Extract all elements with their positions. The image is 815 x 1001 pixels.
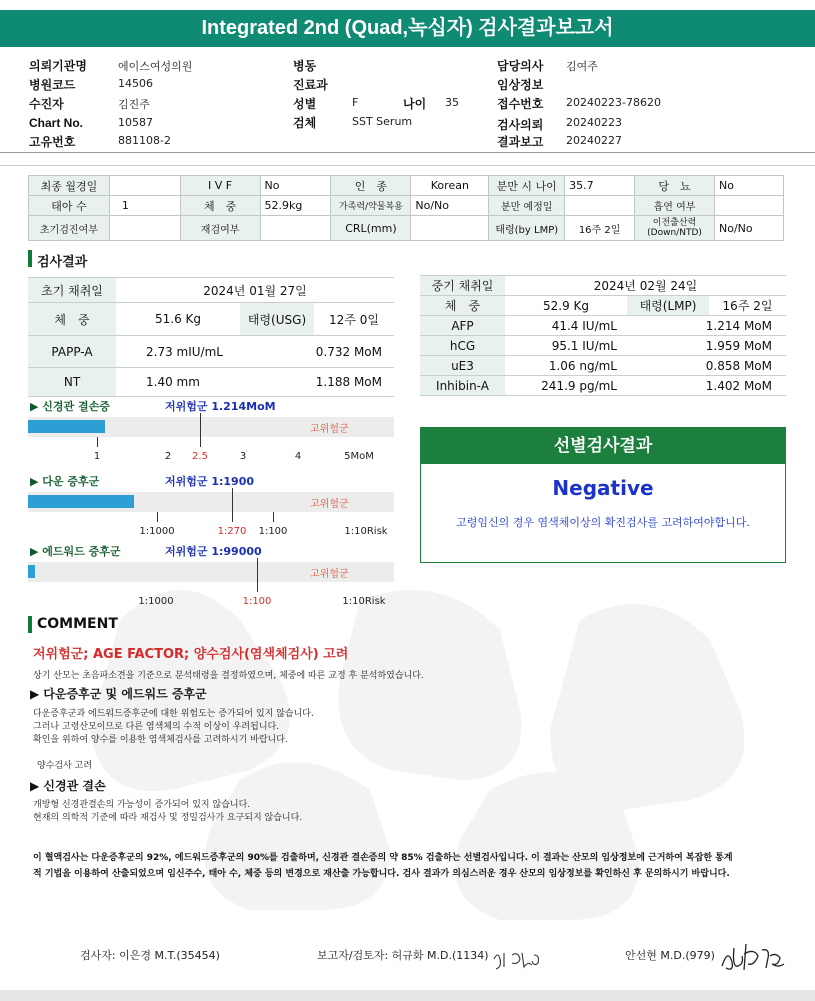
- comment-down-line-2: 그러나 고령산모이므로 다른 염색체의 수적 이상이 우려됩니다.: [33, 722, 280, 732]
- ga-label: 태령(by LMP): [489, 216, 565, 241]
- smoking-value: [715, 196, 784, 216]
- first-date-value: 2024년 01월 27일: [116, 278, 394, 303]
- risk-value-1: 저위험군 1:1900: [165, 475, 255, 488]
- age-at-delivery-value: 35.7: [565, 176, 635, 196]
- risk-tick-label-1-2: 1:100: [258, 526, 288, 537]
- risk-tick-label-2-0: 1:1000: [138, 596, 174, 607]
- comment-section-marker: [28, 616, 32, 633]
- doctor-label: 담당의사: [497, 59, 544, 73]
- retest-label: 재검여부: [180, 216, 260, 241]
- pappa-label: PAPP-A: [28, 336, 116, 368]
- risk-tick-2-1: [257, 558, 258, 592]
- comment-heading-down-edwards: ▶ 다운증후군 및 에드워드 증후군: [30, 687, 207, 701]
- retest-value: [260, 216, 331, 241]
- receipt-label: 접수번호: [497, 97, 544, 111]
- hospital-code-value: 14506: [118, 77, 153, 90]
- risk-high-label-1: 고위험군: [310, 499, 349, 510]
- second-weight-value: 52.9 Kg: [505, 296, 627, 316]
- dept-label: 진료과: [293, 78, 328, 92]
- risk-title-2: ▶ 에드워드 증후군: [30, 545, 121, 558]
- tester-signature: 검사자: 이은경 M.T.(35454): [80, 949, 220, 962]
- first-weight-label: 체 중: [28, 303, 116, 336]
- approver-signature: 안선현 M.D.(979): [625, 949, 715, 962]
- risk-bar-fill-0: [28, 420, 105, 433]
- ward-label: 병동: [293, 59, 317, 73]
- race-value: Korean: [411, 176, 489, 196]
- pappa-value: 2.73 mIU/mL: [116, 336, 240, 368]
- footnote-line-1: 이 혈액검사는 다운증후군의 92%, 에드워드증후군의 90%를 검출하며, 신경관 결손증의 약 85% 검출하는 선별검사입니다. 이 결과는 산모의 임상정보에 근거하여 복잡한 통계: [33, 853, 733, 863]
- screening-title: 선별검사결과: [421, 428, 785, 464]
- ivf-value: No: [260, 176, 331, 196]
- second-weight-label: 체 중: [420, 296, 505, 316]
- comment-down-line-4: 양수검사 고려: [37, 761, 93, 771]
- request-label: 검사의뢰: [497, 118, 544, 132]
- report-title: Integrated 2nd (Quad,녹십자) 검사결과보고서: [0, 10, 815, 47]
- comment-headline: 저위험군; AGE FACTOR; 양수검사(염색체검사) 고려: [33, 647, 349, 662]
- risk-tick-label-1-0: 1:1000: [139, 526, 175, 537]
- specimen-value: SST Serum: [352, 115, 413, 128]
- results-title: 검사결과: [37, 255, 88, 270]
- header-divider: [0, 152, 815, 153]
- comment-title: COMMENT: [37, 616, 118, 632]
- first-trimester-table: [28, 277, 394, 397]
- ue3-value: 1.06 ng/mL: [505, 356, 627, 376]
- hospital-code-label: 병원코드: [29, 78, 76, 92]
- reporter-signature: 보고자/검토자: 허규화 M.D.(1134): [317, 949, 489, 962]
- risk-high-label-0: 고위험군: [310, 424, 349, 435]
- bottom-strip: [0, 990, 815, 1001]
- patient-info-table: [28, 175, 784, 241]
- fetus-value: 1: [109, 196, 180, 216]
- afp-value: 41.4 IU/mL: [505, 316, 627, 336]
- smoking-label: 흡연 여부: [635, 196, 715, 216]
- risk-tick-label-1-1: 1:270: [217, 526, 247, 537]
- age-value: 35: [445, 96, 459, 109]
- risk-tick-label-0-3: 3: [239, 451, 247, 462]
- family-value: No/No: [411, 196, 489, 216]
- risk-tick-1-0: [157, 512, 158, 522]
- first-ga-value: 12주 0일: [314, 303, 394, 336]
- ga-value: 16주 2일: [565, 216, 635, 241]
- specimen-label: 검체: [293, 116, 317, 130]
- risk-tick-label-0-4: 4: [294, 451, 302, 462]
- screening-result-box: [420, 427, 786, 563]
- nt-value: 1.40 mm: [116, 368, 240, 397]
- patient-value: 김진주: [118, 98, 150, 111]
- comment-ntd-line-2: 현재의 의학적 기준에 따라 재검사 및 정밀검사가 요구되지 않습니다.: [33, 813, 303, 823]
- results-section-marker: [28, 250, 32, 267]
- inhibin-value: 241.9 pg/mL: [505, 376, 627, 396]
- risk-value-2: 저위험군 1:99000: [165, 545, 262, 558]
- risk-tick-label-1-3: 1:10Risk: [344, 526, 388, 537]
- second-trimester-table: [420, 275, 786, 396]
- fetus-label: 태아 수: [29, 196, 110, 216]
- institution-label: 의뢰기관명: [29, 59, 87, 73]
- prev-label: 이전출산력 (Down/NTD): [635, 216, 715, 241]
- second-date-label: 중기 채취일: [420, 276, 505, 296]
- patient-label: 수진자: [29, 97, 64, 111]
- risk-high-label-2: 고위험군: [310, 569, 349, 580]
- doctor-value: 김여주: [566, 60, 598, 73]
- ue3-label: uE3: [420, 356, 505, 376]
- comment-down-line-3: 확인을 위하여 양수를 이용한 염색체검사를 고려하시기 바랍니다.: [33, 735, 288, 745]
- first-ga-label: 태령(USG): [240, 303, 314, 336]
- nt-label: NT: [28, 368, 116, 397]
- ue3-mom: 0.858 MoM: [627, 356, 786, 376]
- risk-tick-1-2: [273, 512, 274, 522]
- footnote-line-2: 적 기법을 이용하여 산출되었으며 임신주수, 태아 수, 체중 등의 변경으로 재산출 가능합니다. 검사 결과가 의심스러운 경우 산모의 임상정보를 확인하신 후 문의하시기 바랍니다.: [33, 869, 730, 879]
- risk-tick-label-2-2: 1:10Risk: [342, 596, 386, 607]
- crl-label: CRL(mm): [331, 216, 411, 241]
- diabetes-label: 당 뇨: [635, 176, 715, 196]
- age-label: 나이: [403, 97, 427, 111]
- pappa-mom: 0.732 MoM: [240, 336, 394, 368]
- hcg-mom: 1.959 MoM: [627, 336, 786, 356]
- age-at-delivery-label: 분만 시 나이: [489, 176, 565, 196]
- risk-value-0: 저위험군 1.214MoM: [165, 400, 276, 413]
- second-ga-value: 16주 2일: [709, 296, 786, 316]
- request-value: 20240223: [566, 116, 622, 129]
- comment-intro: 상기 산모는 초음파소견을 기준으로 분석태령을 결정하였으며, 체중에 따른 교정 후 분석하였습니다.: [33, 671, 424, 681]
- risk-title-1: ▶ 다운 증후군: [30, 475, 100, 488]
- risk-title-0: ▶ 신경관 결손증: [30, 400, 110, 413]
- comment-heading-ntd: ▶ 신경관 결손: [30, 779, 106, 793]
- weight-label: 체 중: [180, 196, 260, 216]
- early-label: 초기검진여부: [29, 216, 110, 241]
- family-label: 가족력/약물복용: [331, 196, 411, 216]
- screening-note: 고령임신의 경우 염색체이상의 확진검사를 고려하여야합니다.: [456, 516, 750, 529]
- risk-tick-label-0-2: 2.5: [192, 451, 208, 462]
- due-label: 분만 예정일: [489, 196, 565, 216]
- risk-tick-0-0: [97, 437, 98, 447]
- unique-label: 고유번호: [29, 135, 76, 149]
- crl-value: [411, 216, 489, 241]
- ivf-label: I V F: [180, 176, 260, 196]
- receipt-value: 20240223-78620: [566, 96, 661, 109]
- diabetes-value: No: [715, 176, 784, 196]
- lmp-label: 최종 월경일: [29, 176, 110, 196]
- risk-bar-fill-2: [28, 565, 35, 578]
- comment-ntd-line-1: 개방형 신경관결손의 가능성이 증가되어 있지 않습니다.: [33, 800, 251, 810]
- early-value: [109, 216, 180, 241]
- afp-mom: 1.214 MoM: [627, 316, 786, 336]
- inhibin-label: Inhibin-A: [420, 376, 505, 396]
- first-weight-value: 51.6 Kg: [116, 303, 240, 336]
- afp-label: AFP: [420, 316, 505, 336]
- approver-handwritten-signature: [718, 938, 788, 978]
- weight-value: 52.9kg: [260, 196, 331, 216]
- second-ga-label: 태령(LMP): [627, 296, 709, 316]
- hcg-label: hCG: [420, 336, 505, 356]
- reporter-handwritten-signature: [490, 945, 550, 973]
- risk-tick-0-2: [200, 413, 201, 447]
- chart-value: 10587: [118, 116, 153, 129]
- risk-tick-label-0-5: 5MoM: [344, 451, 374, 462]
- second-date-value: 2024년 02월 24일: [505, 276, 786, 296]
- report-label: 결과보고: [497, 135, 544, 149]
- clinical-label: 임상정보: [497, 78, 544, 92]
- screening-result: Negative: [552, 476, 654, 500]
- risk-tick-1-1: [232, 488, 233, 522]
- sex-value: F: [352, 96, 359, 109]
- risk-bar-fill-1: [28, 495, 134, 508]
- prev-value: No/No: [715, 216, 784, 241]
- race-label: 인 종: [331, 176, 411, 196]
- risk-tick-label-2-1: 1:100: [242, 596, 272, 607]
- sex-label: 성별: [293, 97, 317, 111]
- chart-label: Chart No.: [29, 116, 83, 130]
- report-value: 20240227: [566, 134, 622, 147]
- risk-tick-label-0-1: 2: [164, 451, 172, 462]
- hcg-value: 95.1 IU/mL: [505, 336, 627, 356]
- nt-mom: 1.188 MoM: [240, 368, 394, 397]
- institution-value: 에이스여성의원: [118, 60, 193, 73]
- comment-down-line-1: 다운증후군과 에드워드증후군에 대한 위험도는 증가되어 있지 않습니다.: [33, 709, 314, 719]
- inhibin-mom: 1.402 MoM: [627, 376, 786, 396]
- risk-tick-label-0-0: 1: [93, 451, 101, 462]
- unique-value: 881108-2: [118, 134, 171, 147]
- lmp-value: [109, 176, 180, 196]
- due-value: [565, 196, 635, 216]
- first-date-label: 초기 채취일: [28, 278, 116, 303]
- header-divider-2: [0, 165, 815, 166]
